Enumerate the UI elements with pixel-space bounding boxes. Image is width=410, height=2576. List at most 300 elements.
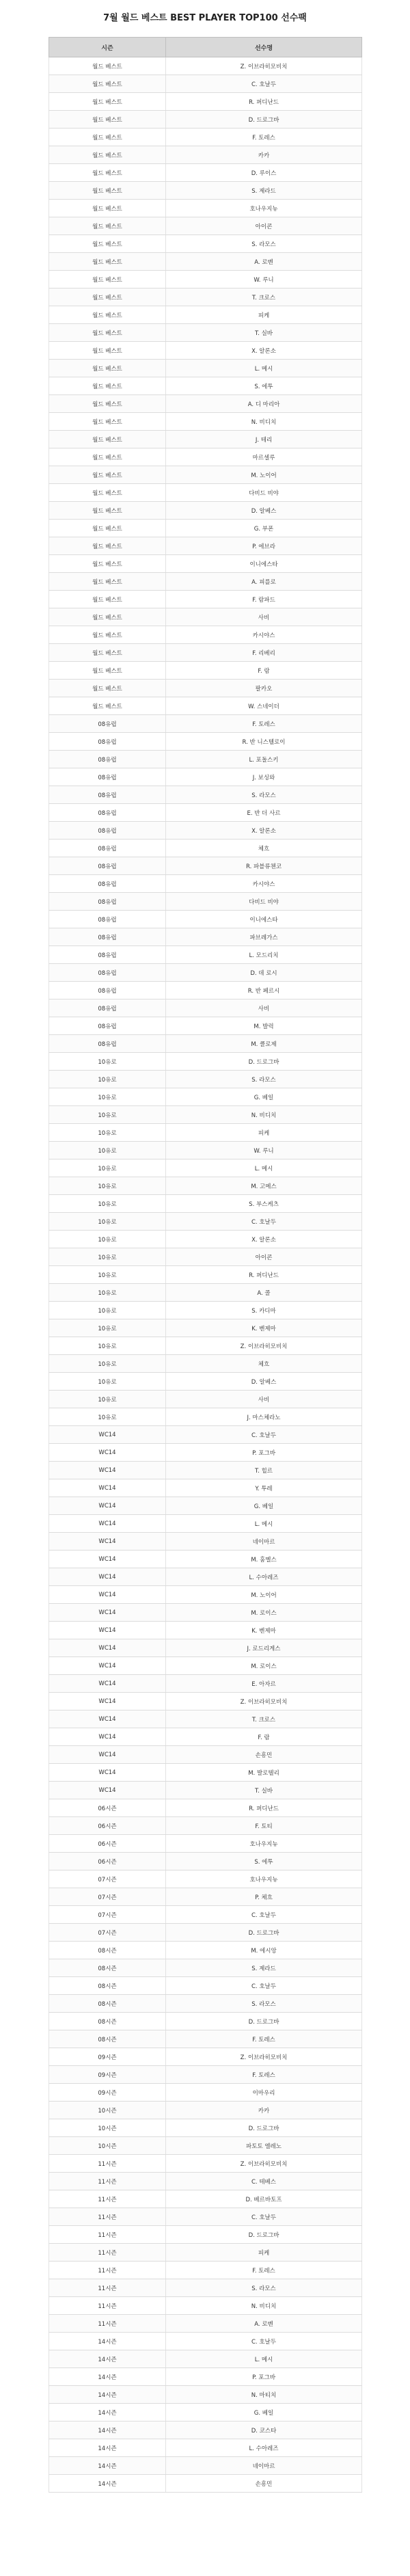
table-row: [49, 1710, 362, 1728]
season-cell: WC14: [49, 1782, 166, 1799]
table-row: [49, 1035, 362, 1053]
player-name-cell: S. 라모스: [166, 235, 362, 253]
season-cell: 월드 베스트: [49, 484, 166, 502]
season-cell: 14시즌: [49, 2368, 166, 2386]
table-row: [49, 271, 362, 289]
player-name-cell: F. 람파드: [166, 591, 362, 608]
season-cell: 10유로: [49, 1231, 166, 1248]
player-name-cell: L. 메시: [166, 2350, 362, 2368]
season-cell: WC14: [49, 1710, 166, 1728]
season-cell: WC14: [49, 1568, 166, 1586]
player-name-cell: R. 반 니스텔로이: [166, 733, 362, 751]
table-header: [49, 38, 362, 57]
player-name-cell: C. 호날두: [166, 2208, 362, 2226]
table-row: [49, 2279, 362, 2297]
player-name-cell: S. 제라드: [166, 1959, 362, 1977]
player-name-cell: Z. 이브라히모비치: [166, 1337, 362, 1355]
season-cell: 월드 베스트: [49, 129, 166, 146]
table-row: [49, 57, 362, 75]
season-cell: WC14: [49, 1657, 166, 1675]
player-name-cell: C. 호날두: [166, 1977, 362, 1995]
table-row: [49, 662, 362, 680]
table-row: [49, 1337, 362, 1355]
season-cell: 10유로: [49, 1302, 166, 1319]
table-row: [49, 1053, 362, 1071]
table-row: [49, 2457, 362, 2475]
season-cell: 14시즌: [49, 2421, 166, 2439]
player-name-cell: D. 데 로시: [166, 964, 362, 982]
player-name-cell: J. 로드리게스: [166, 1639, 362, 1657]
table-row: [49, 697, 362, 715]
season-cell: 08시즌: [49, 2013, 166, 2030]
player-name-cell: D. 베르바토프: [166, 2190, 362, 2208]
season-cell: 07시즌: [49, 1870, 166, 1888]
season-cell: 08유럽: [49, 733, 166, 751]
player-name-cell: A. 디 마리아: [166, 395, 362, 413]
table-row: [49, 164, 362, 182]
season-cell: 08유럽: [49, 964, 166, 982]
season-cell: WC14: [49, 1693, 166, 1710]
season-cell: 08유럽: [49, 804, 166, 822]
season-cell: 10유로: [49, 1284, 166, 1302]
player-name-cell: L. 메시: [166, 1159, 362, 1177]
table-row: [49, 1782, 362, 1799]
table-row: [49, 466, 362, 484]
table-row: [49, 1924, 362, 1942]
player-name-cell: E. 아자르: [166, 1675, 362, 1693]
player-name-cell: X. 알론소: [166, 342, 362, 360]
table-row: [49, 1906, 362, 1924]
season-cell: 10유로: [49, 1177, 166, 1195]
table-row: [49, 2350, 362, 2368]
player-name-cell: D. 알베스: [166, 502, 362, 520]
season-cell: 월드 베스트: [49, 591, 166, 608]
player-name-cell: T. 크로스: [166, 1710, 362, 1728]
table-row: [49, 502, 362, 520]
player-name-cell: 카시야스: [166, 875, 362, 893]
table-row: [49, 520, 362, 537]
table-row: [49, 537, 362, 555]
season-cell: 10유로: [49, 1071, 166, 1088]
player-name-cell: M. 에시앙: [166, 1942, 362, 1959]
player-name-cell: 체흐: [166, 1355, 362, 1373]
table-row: [49, 93, 362, 111]
player-name-cell: A. 콜: [166, 1284, 362, 1302]
season-cell: 월드 베스트: [49, 520, 166, 537]
player-name-cell: X. 알론소: [166, 1231, 362, 1248]
player-name-cell: R. 퍼디난드: [166, 1266, 362, 1284]
table-row: [49, 2137, 362, 2155]
season-cell: 월드 베스트: [49, 217, 166, 235]
player-name-cell: C. 테베스: [166, 2173, 362, 2190]
table-row: [49, 1213, 362, 1231]
season-cell: 08유럽: [49, 840, 166, 857]
player-name-cell: D. 드로그바: [166, 2013, 362, 2030]
player-table: [49, 37, 362, 2493]
player-name-cell: D. 드로그바: [166, 1053, 362, 1071]
season-cell: 월드 베스트: [49, 466, 166, 484]
table-row: [49, 1391, 362, 1408]
season-cell: WC14: [49, 1533, 166, 1551]
player-name-cell: A. 피를로: [166, 573, 362, 591]
player-name-cell: D. 드로그바: [166, 111, 362, 129]
season-cell: WC14: [49, 1728, 166, 1746]
season-cell: 월드 베스트: [49, 608, 166, 626]
header-player-name: 선수명: [166, 38, 362, 57]
player-name-cell: 마르셀루: [166, 448, 362, 466]
player-name-cell: G. 부폰: [166, 520, 362, 537]
season-cell: 14시즌: [49, 2404, 166, 2421]
table-row: [49, 324, 362, 342]
header-season: 시즌: [49, 38, 166, 57]
table-row: [49, 2190, 362, 2208]
season-cell: 08유럽: [49, 751, 166, 768]
season-cell: 09시즌: [49, 2084, 166, 2102]
player-name-cell: R. 반 페르시: [166, 982, 362, 999]
season-cell: 11시즌: [49, 2244, 166, 2262]
season-cell: 월드 베스트: [49, 395, 166, 413]
season-cell: 11시즌: [49, 2155, 166, 2173]
table-row: [49, 129, 362, 146]
season-cell: 08시즌: [49, 1977, 166, 1995]
table-row: [49, 1106, 362, 1124]
table-row: [49, 751, 362, 768]
table-row: [49, 1942, 362, 1959]
player-name-cell: 이니에스타: [166, 555, 362, 573]
player-name-cell: S. 카디마: [166, 1302, 362, 1319]
player-name-cell: D. 드로그바: [166, 2119, 362, 2137]
season-cell: 08유럽: [49, 999, 166, 1017]
player-name-cell: F. 리베리: [166, 644, 362, 662]
season-cell: 월드 베스트: [49, 164, 166, 182]
season-cell: 10유로: [49, 1391, 166, 1408]
table-row: [49, 1071, 362, 1088]
season-cell: 월드 베스트: [49, 146, 166, 164]
season-cell: 월드 베스트: [49, 235, 166, 253]
season-cell: 월드 베스트: [49, 360, 166, 377]
player-name-cell: K. 벤제마: [166, 1622, 362, 1639]
season-cell: 10유로: [49, 1337, 166, 1355]
player-name-cell: S. 라모스: [166, 786, 362, 804]
player-name-cell: M. 노이어: [166, 1586, 362, 1604]
table-row: [49, 377, 362, 395]
player-name-cell: M. 노이어: [166, 466, 362, 484]
table-row: [49, 875, 362, 893]
player-name-cell: 피케: [166, 1124, 362, 1142]
table-row: [49, 1817, 362, 1835]
table-row: [49, 2368, 362, 2386]
table-row: [49, 2386, 362, 2404]
player-name-cell: F. 토레스: [166, 129, 362, 146]
season-cell: 08시즌: [49, 2030, 166, 2048]
season-cell: 10유로: [49, 1213, 166, 1231]
table-row: [49, 715, 362, 733]
player-name-cell: G. 베일: [166, 1088, 362, 1106]
player-name-cell: N. 비디치: [166, 1106, 362, 1124]
table-row: [49, 448, 362, 466]
player-name-cell: 사비: [166, 999, 362, 1017]
table-row: [49, 1977, 362, 1995]
season-cell: WC14: [49, 1764, 166, 1782]
season-cell: 11시즌: [49, 2208, 166, 2226]
player-name-cell: 아이콘: [166, 217, 362, 235]
table-row: [49, 2173, 362, 2190]
season-cell: 14시즌: [49, 2386, 166, 2404]
player-name-cell: M. 클로제: [166, 1035, 362, 1053]
player-name-cell: T. 힐르: [166, 1462, 362, 1479]
table-row: [49, 2155, 362, 2173]
player-name-cell: 네이마르: [166, 1533, 362, 1551]
table-row: [49, 573, 362, 591]
season-cell: 07시즌: [49, 1888, 166, 1906]
player-name-cell: C. 호날두: [166, 2333, 362, 2350]
player-name-cell: F. 토레스: [166, 2066, 362, 2084]
season-cell: 월드 베스트: [49, 93, 166, 111]
table-row: [49, 2333, 362, 2350]
season-cell: 월드 베스트: [49, 324, 166, 342]
table-row: [49, 1586, 362, 1604]
player-name-cell: 이마우리: [166, 2084, 362, 2102]
player-name-cell: 사비: [166, 608, 362, 626]
season-cell: 08유럽: [49, 715, 166, 733]
season-cell: 월드 베스트: [49, 644, 166, 662]
table-row: [49, 431, 362, 448]
season-cell: 08유럽: [49, 1017, 166, 1035]
season-cell: 월드 베스트: [49, 182, 166, 200]
season-cell: 10유로: [49, 1408, 166, 1426]
table-row: [49, 306, 362, 324]
table-row: [49, 1302, 362, 1319]
player-name-cell: 호나우지뉴: [166, 200, 362, 217]
table-row: [49, 2030, 362, 2048]
table-row: [49, 2315, 362, 2333]
player-name-cell: K. 벤제마: [166, 1319, 362, 1337]
table-row: [49, 733, 362, 751]
season-cell: 10시즌: [49, 2137, 166, 2155]
table-row: [49, 946, 362, 964]
player-name-cell: 네이마르: [166, 2457, 362, 2475]
season-cell: 월드 베스트: [49, 537, 166, 555]
season-cell: 14시즌: [49, 2475, 166, 2493]
table-row: [49, 1017, 362, 1035]
season-cell: 월드 베스트: [49, 502, 166, 520]
table-row: [49, 1533, 362, 1551]
season-cell: 월드 베스트: [49, 57, 166, 75]
table-row: [49, 1284, 362, 1302]
season-cell: 08유럽: [49, 875, 166, 893]
table-row: [49, 75, 362, 93]
player-name-cell: 손흥민: [166, 2475, 362, 2493]
season-cell: 월드 베스트: [49, 289, 166, 306]
table-row: [49, 2244, 362, 2262]
player-name-cell: 팔카오: [166, 680, 362, 697]
season-cell: 08유럽: [49, 822, 166, 840]
player-name-cell: S. 라모스: [166, 1071, 362, 1088]
table-row: [49, 1870, 362, 1888]
season-cell: 14시즌: [49, 2457, 166, 2475]
season-cell: 11시즌: [49, 2297, 166, 2315]
season-cell: 14시즌: [49, 2350, 166, 2368]
table-row: [49, 360, 362, 377]
player-name-cell: Z. 이브라히모비치: [166, 57, 362, 75]
player-name-cell: T. 실바: [166, 1782, 362, 1799]
player-name-cell: M. 로이스: [166, 1657, 362, 1675]
player-name-cell: L. 수아레즈: [166, 2439, 362, 2457]
season-cell: WC14: [49, 1444, 166, 1462]
season-cell: WC14: [49, 1639, 166, 1657]
table-row: [49, 626, 362, 644]
table-row: [49, 2084, 362, 2102]
season-cell: 08유럽: [49, 786, 166, 804]
player-name-cell: 카시야스: [166, 626, 362, 644]
player-name-cell: C. 호날두: [166, 1906, 362, 1924]
table-row: [49, 146, 362, 164]
season-cell: 10유로: [49, 1159, 166, 1177]
table-row: [49, 253, 362, 271]
table-row: [49, 1124, 362, 1142]
table-row: [49, 484, 362, 502]
season-cell: 월드 베스트: [49, 111, 166, 129]
table-row: [49, 2475, 362, 2493]
season-cell: 월드 베스트: [49, 555, 166, 573]
table-row: [49, 1799, 362, 1817]
player-name-cell: W. 스네이더: [166, 697, 362, 715]
player-name-cell: P. 포그바: [166, 1444, 362, 1462]
season-cell: 10유로: [49, 1355, 166, 1373]
player-name-cell: F. 람: [166, 1728, 362, 1746]
player-name-cell: F. 토레스: [166, 2030, 362, 2048]
season-cell: 08유럽: [49, 893, 166, 911]
player-name-cell: P. 포그바: [166, 2368, 362, 2386]
season-cell: 월드 베스트: [49, 680, 166, 697]
table-row: [49, 911, 362, 928]
table-row: [49, 644, 362, 662]
table-row: [49, 217, 362, 235]
table-row: [49, 1604, 362, 1622]
table-row: [49, 1835, 362, 1853]
table-row: [49, 1639, 362, 1657]
player-name-cell: S. 라모스: [166, 2279, 362, 2297]
season-cell: 08유럽: [49, 946, 166, 964]
table-row: [49, 857, 362, 875]
season-cell: 10유로: [49, 1373, 166, 1391]
player-name-cell: S. 제라드: [166, 182, 362, 200]
season-cell: 10유로: [49, 1142, 166, 1159]
player-name-cell: R. 퍼디난드: [166, 1799, 362, 1817]
player-name-cell: N. 비디치: [166, 413, 362, 431]
season-cell: 09시즌: [49, 2048, 166, 2066]
season-cell: 08유럽: [49, 1035, 166, 1053]
table-row: [49, 982, 362, 999]
season-cell: 월드 베스트: [49, 662, 166, 680]
table-row: [49, 1195, 362, 1213]
table-row: [49, 1675, 362, 1693]
player-name-cell: W. 루니: [166, 1142, 362, 1159]
table-row: [49, 289, 362, 306]
season-cell: 06시즌: [49, 1817, 166, 1835]
season-cell: 10시즌: [49, 2119, 166, 2137]
table-row: [49, 1497, 362, 1515]
page-title: 7월 월드 베스트 BEST PLAYER TOP100 선수팩: [103, 13, 307, 23]
player-name-cell: Y. 투레: [166, 1479, 362, 1497]
season-cell: WC14: [49, 1604, 166, 1622]
header-row: [49, 38, 362, 57]
season-cell: WC14: [49, 1479, 166, 1497]
table-row: [49, 1959, 362, 1977]
season-cell: 월드 베스트: [49, 697, 166, 715]
table-row: [49, 1319, 362, 1337]
player-name-cell: M. 로이스: [166, 1604, 362, 1622]
player-name-cell: R. 파블류첸코: [166, 857, 362, 875]
season-cell: WC14: [49, 1515, 166, 1533]
table-row: [49, 1177, 362, 1195]
player-name-cell: 이니에스타: [166, 911, 362, 928]
table-row: [49, 893, 362, 911]
table-row: [49, 413, 362, 431]
table-row: [49, 1764, 362, 1782]
season-cell: WC14: [49, 1497, 166, 1515]
player-name-cell: T. 크로스: [166, 289, 362, 306]
season-cell: 월드 베스트: [49, 342, 166, 360]
table-row: [49, 2013, 362, 2030]
table-row: [49, 1159, 362, 1177]
player-name-cell: M. 훔멜스: [166, 1551, 362, 1568]
table-row: [49, 1515, 362, 1533]
season-cell: 09시즌: [49, 2066, 166, 2084]
player-name-cell: N. 마티치: [166, 2386, 362, 2404]
season-cell: 14시즌: [49, 2333, 166, 2350]
season-cell: 08시즌: [49, 1959, 166, 1977]
season-cell: 11시즌: [49, 2262, 166, 2279]
table-row: [49, 1462, 362, 1479]
table-row: [49, 2102, 362, 2119]
table-row: [49, 840, 362, 857]
player-name-cell: 카카: [166, 2102, 362, 2119]
season-cell: 월드 베스트: [49, 626, 166, 644]
table-row: [49, 1408, 362, 1426]
table-row: [49, 804, 362, 822]
table-row: [49, 1568, 362, 1586]
player-name-cell: X. 알론소: [166, 822, 362, 840]
player-name-cell: G. 베일: [166, 1497, 362, 1515]
player-name-cell: 다비드 비야: [166, 484, 362, 502]
season-cell: 07시즌: [49, 1924, 166, 1942]
season-cell: WC14: [49, 1426, 166, 1444]
season-cell: 10유로: [49, 1319, 166, 1337]
player-name-cell: L. 메시: [166, 360, 362, 377]
table-row: [49, 111, 362, 129]
table-row: [49, 2297, 362, 2315]
season-cell: WC14: [49, 1462, 166, 1479]
table-row: [49, 1088, 362, 1106]
table-row: [49, 2421, 362, 2439]
table-row: [49, 395, 362, 413]
player-name-cell: L. 포돌스키: [166, 751, 362, 768]
table-row: [49, 1142, 362, 1159]
season-cell: 월드 베스트: [49, 306, 166, 324]
season-cell: 월드 베스트: [49, 200, 166, 217]
season-cell: 10유로: [49, 1195, 166, 1213]
player-name-cell: Z. 이브라히모비치: [166, 2048, 362, 2066]
player-name-cell: P. 체흐: [166, 1888, 362, 1906]
season-cell: 월드 베스트: [49, 271, 166, 289]
season-cell: 월드 베스트: [49, 573, 166, 591]
player-name-cell: L. 모드리치: [166, 946, 362, 964]
player-name-cell: 피케: [166, 2244, 362, 2262]
player-name-cell: 사비: [166, 1391, 362, 1408]
season-cell: 11시즌: [49, 2173, 166, 2190]
table-row: [49, 1373, 362, 1391]
